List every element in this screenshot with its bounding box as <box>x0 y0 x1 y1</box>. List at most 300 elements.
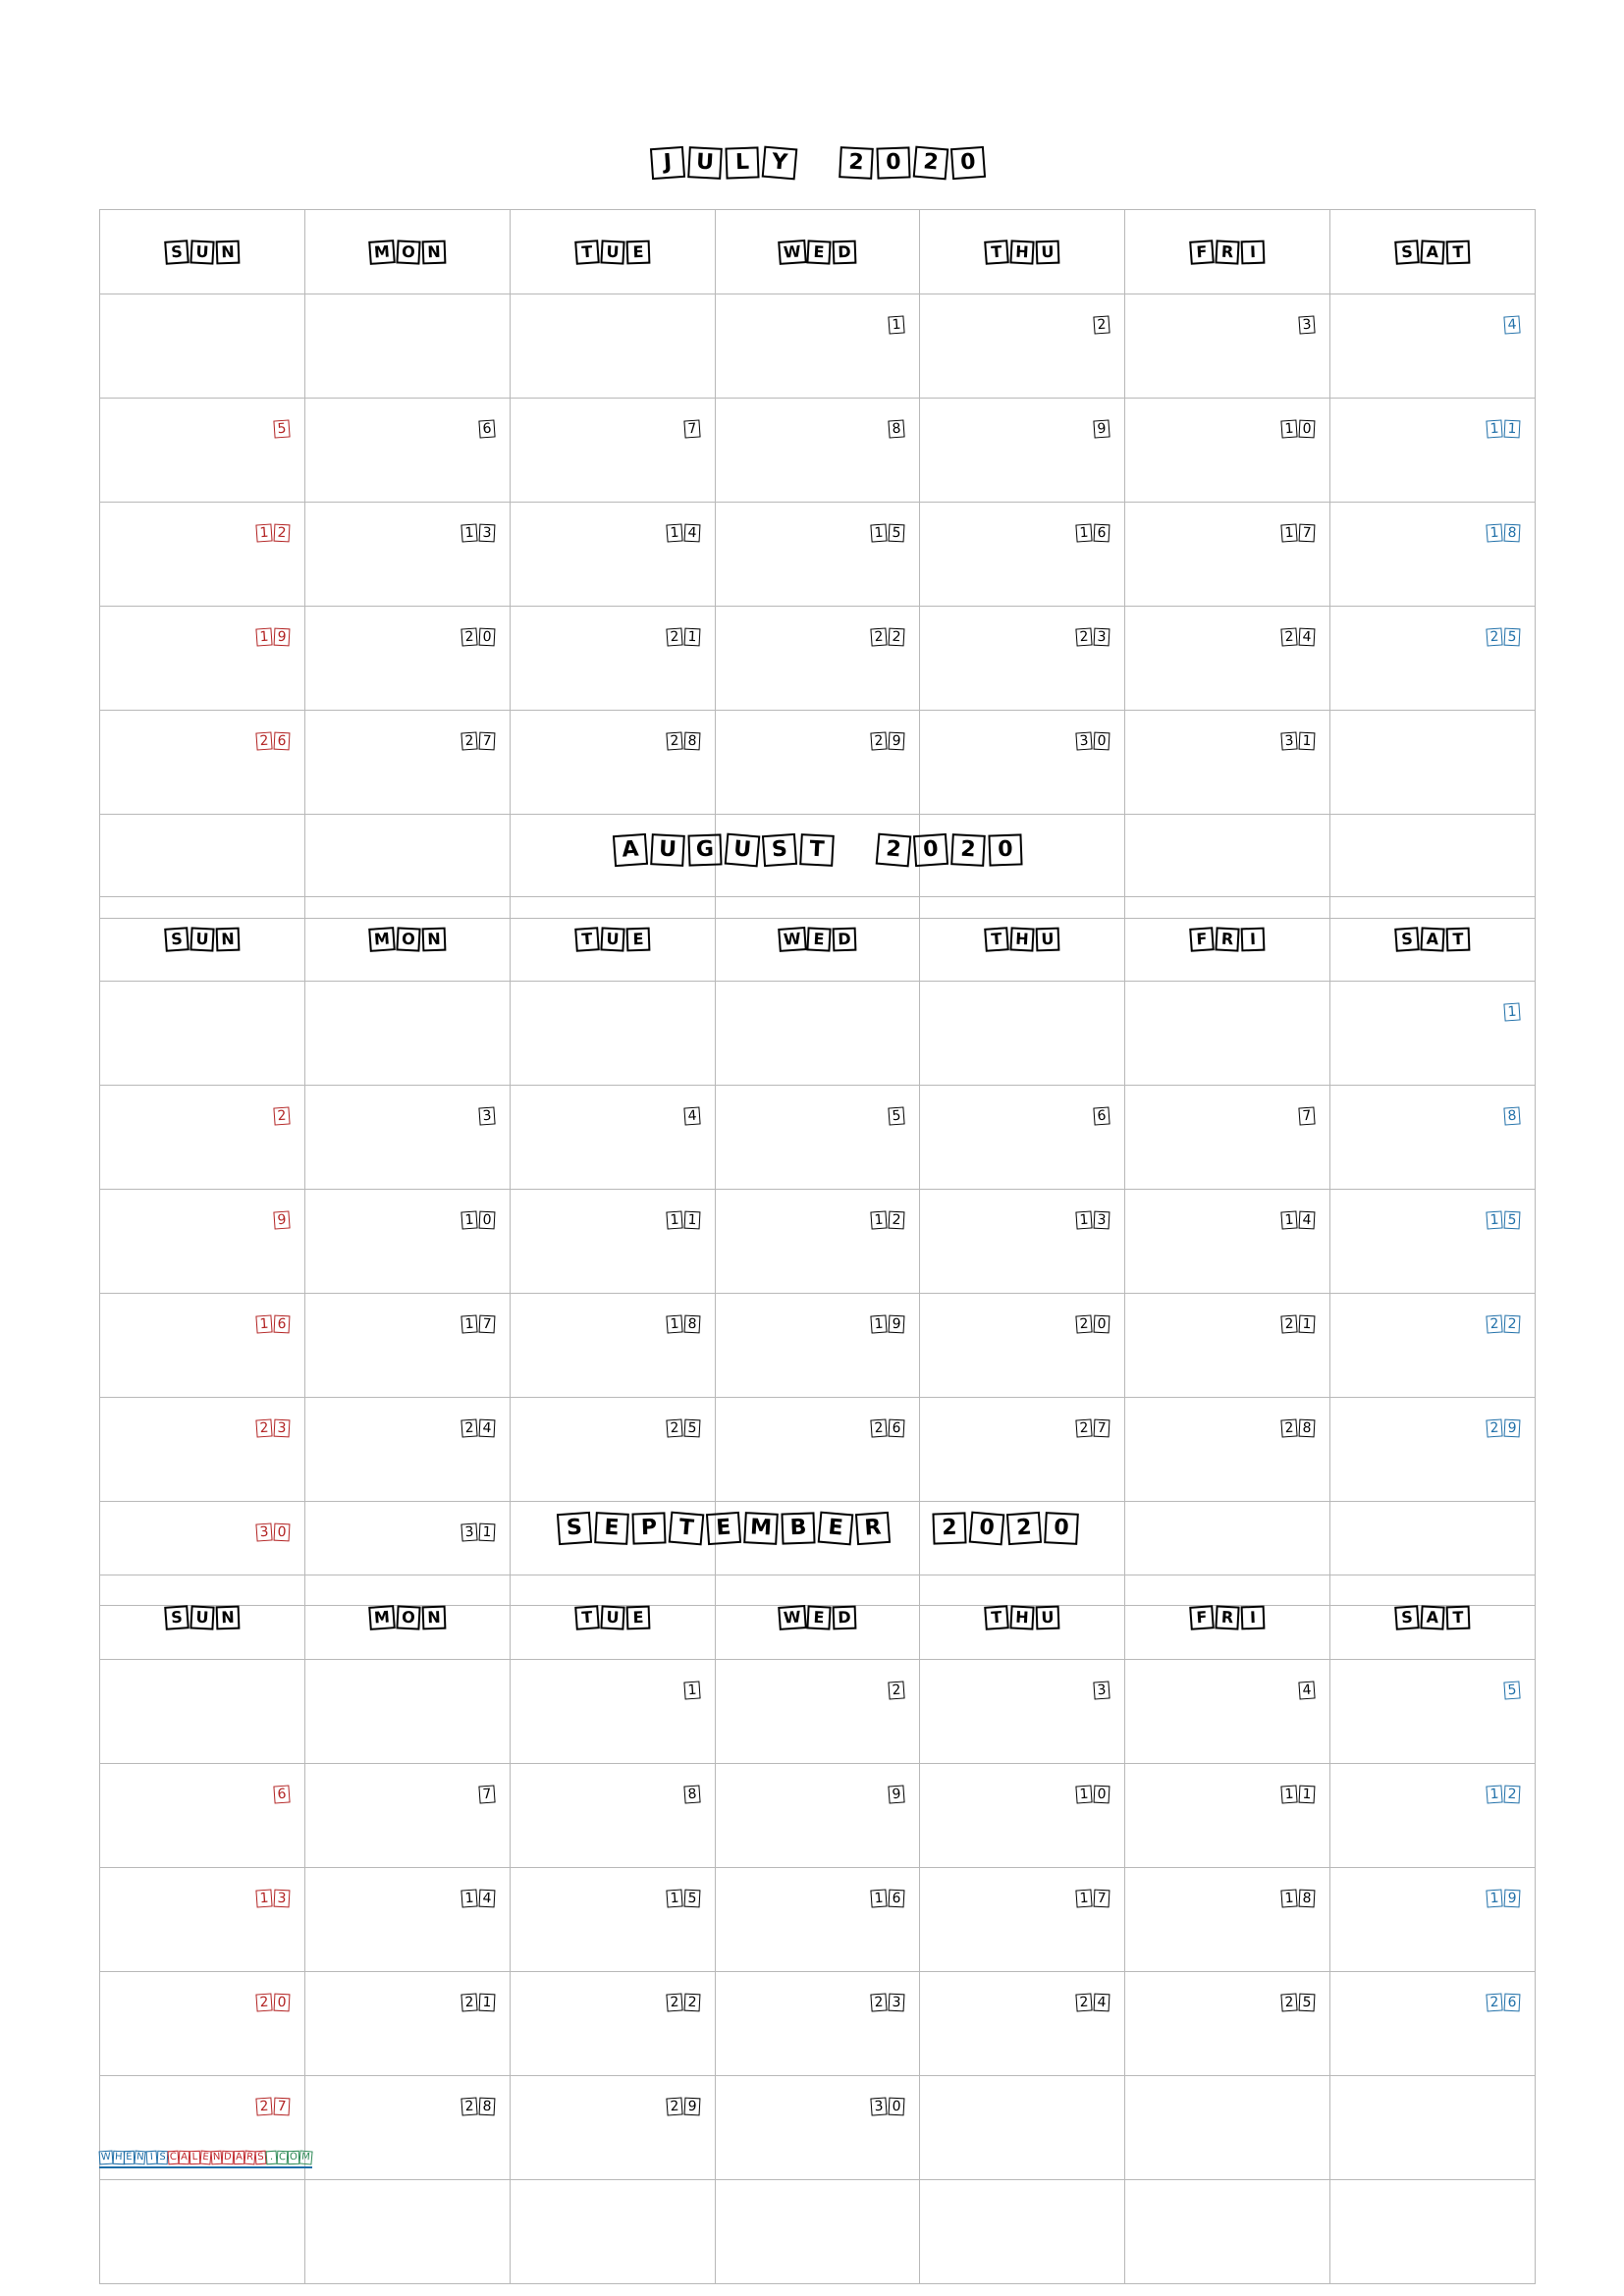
month-title <box>99 1481 1536 1575</box>
letter-tile: 4 <box>1299 1211 1316 1230</box>
letter-tile: A <box>1420 240 1444 264</box>
day-cell <box>715 1868 920 1972</box>
day-cell <box>920 1190 1125 1294</box>
letter-tile: 3 <box>1298 315 1315 334</box>
week-row <box>100 2180 1536 2284</box>
letter-tile: E <box>124 2151 135 2164</box>
letter-tile: 1 <box>889 315 905 334</box>
day-cell <box>1125 1086 1330 1190</box>
letter-tile: 5 <box>1299 1994 1316 2012</box>
day-cell <box>304 1190 510 1294</box>
letter-tile: 2 <box>1280 627 1297 646</box>
letter-tile: 1 <box>460 1314 477 1333</box>
day-cell <box>100 982 305 1086</box>
letter-tile: 8 <box>683 732 700 751</box>
letter-tile: 2 <box>889 1681 905 1699</box>
letter-tile: N <box>216 927 241 951</box>
letter-tile <box>800 149 836 177</box>
week-row <box>100 1764 1536 1868</box>
day-cell <box>100 607 305 711</box>
weekday-wed <box>715 210 920 294</box>
letter-tile: 2 <box>460 627 477 646</box>
site-link-part-c <box>266 2145 312 2164</box>
day-cell <box>1125 982 1330 1086</box>
week-row <box>100 982 1536 1086</box>
letter-tile: 7 <box>478 732 495 751</box>
letter-tile: R <box>1216 1605 1240 1629</box>
letter-tile: 5 <box>683 1890 700 1908</box>
letter-tile: H <box>113 2151 125 2165</box>
day-cell <box>1330 1972 1536 2076</box>
letter-tile: 6 <box>273 1785 290 1803</box>
letter-tile: 3 <box>273 1890 290 1908</box>
letter-tile: 8 <box>889 419 905 438</box>
letter-tile: 1 <box>1504 420 1521 439</box>
day-cell <box>100 1868 305 1972</box>
letter-tile: 2 <box>460 731 477 750</box>
letter-tile: 4 <box>1503 315 1520 334</box>
letter-tile: 3 <box>1076 731 1093 750</box>
letter-tile: 0 <box>889 2098 905 2116</box>
letter-tile: 7 <box>1094 1419 1110 1438</box>
letter-tile: U <box>1036 1605 1060 1629</box>
day-cell <box>715 503 920 607</box>
letter-tile: M <box>368 927 396 952</box>
letter-tile: 0 <box>273 1523 290 1542</box>
weekday-mon <box>304 1575 510 1660</box>
letter-tile: 9 <box>889 1785 905 1803</box>
day-cell <box>1330 982 1536 1086</box>
day-cell <box>1125 711 1330 815</box>
letter-tile: 2 <box>871 731 888 750</box>
letter-tile: T <box>574 240 600 265</box>
letter-tile: 2 <box>871 1418 888 1437</box>
letter-tile: 1 <box>871 1314 888 1333</box>
letter-tile: C <box>277 2151 289 2165</box>
letter-tile: 2 <box>1094 315 1110 334</box>
day-cell <box>715 1294 920 1398</box>
letter-tile: 2 <box>1486 627 1502 646</box>
day-cell <box>304 1764 510 1868</box>
day-cell <box>1330 1660 1536 1764</box>
letter-tile <box>838 836 873 864</box>
letter-tile: 2 <box>273 1106 290 1125</box>
letter-tile: 7 <box>273 2098 290 2116</box>
day-cell <box>304 503 510 607</box>
letter-tile: 6 <box>1094 1106 1110 1125</box>
day-cell <box>510 1868 715 1972</box>
letter-tile: I <box>145 2151 157 2165</box>
weekday-tue <box>510 1575 715 1660</box>
letter-tile: U <box>189 927 214 951</box>
letter-tile: 2 <box>875 832 911 867</box>
letter-tile: F <box>1189 927 1215 952</box>
letter-tile: 1 <box>1503 1002 1520 1021</box>
day-cell <box>510 1294 715 1398</box>
day-cell <box>715 399 920 503</box>
letter-tile: R <box>1216 927 1240 951</box>
day-cell <box>1125 1868 1330 1972</box>
day-cell <box>920 982 1125 1086</box>
letter-tile: 2 <box>912 145 948 180</box>
letter-tile: 1 <box>1280 523 1297 542</box>
letter-tile: 1 <box>871 1889 888 1907</box>
letter-tile: 1 <box>460 523 477 542</box>
letter-tile: E <box>817 1511 853 1545</box>
letter-tile: 0 <box>273 1994 290 2012</box>
letter-tile: 4 <box>478 1419 495 1438</box>
letter-tile: M <box>368 240 396 265</box>
letter-tile: 1 <box>666 1889 682 1907</box>
week-row <box>100 607 1536 711</box>
letter-tile: A <box>612 832 647 866</box>
letter-tile: 2 <box>1280 1314 1297 1333</box>
letter-tile: 1 <box>683 628 700 647</box>
letter-tile: T <box>668 1511 704 1545</box>
letter-tile: 1 <box>666 523 682 542</box>
letter-tile: L <box>725 146 759 179</box>
letter-tile: 0 <box>478 628 495 647</box>
letter-tile: 2 <box>871 627 888 646</box>
letter-tile: 2 <box>666 627 682 646</box>
day-cell <box>1330 2180 1536 2284</box>
letter-tile: G <box>687 833 722 866</box>
letter-tile: 9 <box>273 1210 290 1229</box>
letter-tile: 1 <box>1076 523 1093 542</box>
letter-tile: 2 <box>839 146 874 180</box>
letter-tile: 0 <box>988 833 1022 866</box>
letter-tile: D <box>833 1605 857 1629</box>
letter-tile: 9 <box>1504 1419 1521 1438</box>
letter-tile: 1 <box>1280 419 1297 438</box>
letter-tile: 1 <box>1299 1786 1316 1804</box>
week-row <box>100 399 1536 503</box>
day-cell <box>1125 2180 1330 2284</box>
day-cell <box>100 503 305 607</box>
day-cell <box>715 1660 920 1764</box>
letter-tile: 2 <box>255 731 272 750</box>
letter-tile: T <box>1446 240 1471 264</box>
month-title-text <box>649 147 987 179</box>
letter-tile: U <box>650 833 685 867</box>
day-cell <box>715 2180 920 2284</box>
month-title-text <box>612 834 1024 866</box>
calendar-grid <box>99 1575 1536 2284</box>
day-cell <box>920 1868 1125 1972</box>
letter-tile: 5 <box>889 1106 905 1125</box>
day-cell <box>1330 711 1536 815</box>
day-cell <box>510 711 715 815</box>
day-cell <box>100 1764 305 1868</box>
day-cell <box>920 1972 1125 2076</box>
letter-tile: 7 <box>478 1785 495 1803</box>
letter-tile: 2 <box>460 1418 477 1437</box>
letter-tile: 0 <box>876 146 910 179</box>
letter-tile: 3 <box>1280 731 1297 750</box>
letter-tile: E <box>807 927 832 951</box>
letter-tile: 6 <box>1094 524 1110 543</box>
day-cell <box>510 1086 715 1190</box>
letter-tile: B <box>781 1512 815 1544</box>
day-cell <box>920 607 1125 711</box>
day-cell <box>1125 1294 1330 1398</box>
weekday-thu <box>920 897 1125 982</box>
letter-tile: I <box>1241 927 1266 951</box>
day-cell <box>1125 1190 1330 1294</box>
letter-tile: N <box>421 240 446 264</box>
day-cell <box>304 982 510 1086</box>
letter-tile: 8 <box>683 1785 700 1803</box>
letter-tile: 1 <box>255 1314 272 1333</box>
letter-tile: 0 <box>949 145 985 179</box>
letter-tile: 0 <box>912 832 947 866</box>
letter-tile: U <box>1036 927 1060 951</box>
day-cell <box>920 294 1125 399</box>
letter-tile: 1 <box>666 1210 682 1229</box>
letter-tile: 1 <box>683 1681 700 1699</box>
letter-tile: R <box>854 1511 890 1544</box>
letter-tile: 7 <box>1298 1106 1315 1125</box>
letter-tile: 2 <box>666 1993 682 2011</box>
day-cell <box>1125 2076 1330 2180</box>
letter-tile: 1 <box>460 1210 477 1229</box>
letter-tile: 3 <box>478 524 495 543</box>
day-cell <box>510 2076 715 2180</box>
letter-tile: J <box>649 145 684 179</box>
letter-tile: 8 <box>1504 524 1521 543</box>
weekday-header-row <box>100 897 1536 982</box>
letter-tile: 1 <box>478 1994 495 2012</box>
letter-tile: S <box>761 832 796 866</box>
week-row <box>100 1086 1536 1190</box>
month-title-text <box>556 1513 1080 1544</box>
day-cell <box>304 1086 510 1190</box>
day-cell <box>1125 1660 1330 1764</box>
day-cell <box>920 399 1125 503</box>
letter-tile: O <box>396 1605 420 1629</box>
letter-tile: O <box>396 927 420 951</box>
day-cell <box>510 399 715 503</box>
weekday-fri <box>1125 210 1330 294</box>
letter-tile: O <box>288 2151 299 2164</box>
letter-tile: D <box>833 240 857 264</box>
letter-tile: C <box>167 2151 179 2165</box>
letter-tile: A <box>1420 1605 1444 1629</box>
weekday-thu <box>920 210 1125 294</box>
day-cell <box>1125 399 1330 503</box>
letter-tile: H <box>1010 927 1035 951</box>
day-cell <box>1330 1294 1536 1398</box>
letter-tile: E <box>705 1511 740 1544</box>
day-cell <box>715 1190 920 1294</box>
letter-tile: 1 <box>1299 732 1316 751</box>
day-cell <box>100 1086 305 1190</box>
day-cell <box>920 503 1125 607</box>
day-cell <box>920 2180 1125 2284</box>
weekday-tue <box>510 897 715 982</box>
month-july <box>99 116 1536 919</box>
letter-tile: 2 <box>1504 1315 1521 1334</box>
letter-tile: 1 <box>460 1889 477 1907</box>
day-cell <box>1330 1086 1536 1190</box>
letter-tile: H <box>1010 240 1035 264</box>
week-row <box>100 711 1536 815</box>
week-row <box>100 1190 1536 1294</box>
letter-tile: 6 <box>273 1315 290 1334</box>
letter-tile: 2 <box>1504 1786 1521 1804</box>
letter-tile: 5 <box>683 1419 700 1438</box>
letter-tile: 3 <box>460 1522 477 1541</box>
letter-tile: 3 <box>1094 1681 1110 1699</box>
letter-tile: E <box>625 240 650 264</box>
letter-tile: W <box>778 927 806 952</box>
weekday-sun <box>100 1575 305 1660</box>
letter-tile: N <box>216 1605 241 1629</box>
letter-tile: 7 <box>1094 1890 1110 1908</box>
letter-tile: S <box>164 240 189 265</box>
day-cell <box>1330 1868 1536 1972</box>
letter-tile: 2 <box>1280 1418 1297 1437</box>
weekday-tue <box>510 210 715 294</box>
letter-tile: 1 <box>1076 1785 1093 1803</box>
letter-tile: S <box>157 2151 169 2165</box>
day-cell <box>304 399 510 503</box>
letter-tile: 2 <box>255 1993 272 2011</box>
letter-tile: E <box>625 1605 650 1629</box>
letter-tile: S <box>1394 927 1420 952</box>
letter-tile: 5 <box>889 524 905 543</box>
day-cell <box>1330 1190 1536 1294</box>
letter-tile: R <box>1216 240 1240 264</box>
day-cell <box>1330 2076 1536 2180</box>
letter-tile: M <box>743 1512 779 1545</box>
letter-tile: S <box>556 1511 591 1544</box>
letter-tile: 8 <box>683 1315 700 1334</box>
letter-tile: T <box>1446 1605 1471 1629</box>
letter-tile: S <box>1394 240 1420 265</box>
weekday-header-row <box>100 210 1536 294</box>
day-cell <box>1330 294 1536 399</box>
letter-tile: W <box>99 2151 114 2165</box>
letter-tile: 0 <box>478 1211 495 1230</box>
day-cell <box>715 1972 920 2076</box>
day-cell <box>715 982 920 1086</box>
day-cell <box>304 711 510 815</box>
letter-tile: U <box>687 146 723 180</box>
letter-tile: 2 <box>683 1994 700 2012</box>
day-cell <box>920 2076 1125 2180</box>
day-cell <box>100 294 305 399</box>
letter-tile: 8 <box>1503 1106 1520 1125</box>
letter-tile: 0 <box>1094 1786 1110 1804</box>
letter-tile: 3 <box>1094 1211 1110 1230</box>
letter-tile: T <box>984 1605 1009 1630</box>
letter-tile: N <box>216 240 241 264</box>
letter-tile: 6 <box>1504 1994 1521 2012</box>
day-cell <box>510 1764 715 1868</box>
week-row <box>100 1294 1536 1398</box>
letter-tile: O <box>396 240 420 264</box>
weekday-sat <box>1330 1575 1536 1660</box>
day-cell <box>304 2076 510 2180</box>
letter-tile: U <box>189 1605 214 1629</box>
day-cell <box>920 711 1125 815</box>
letter-tile: 6 <box>889 1890 905 1908</box>
letter-tile: 2 <box>1076 1314 1093 1333</box>
letter-tile: 2 <box>932 1512 966 1544</box>
letter-tile: E <box>625 927 650 951</box>
letter-tile: 1 <box>255 523 272 542</box>
letter-tile: U <box>600 927 624 951</box>
letter-tile: 7 <box>1299 524 1316 543</box>
day-cell <box>715 1086 920 1190</box>
day-cell <box>100 1660 305 1764</box>
site-link[interactable] <box>99 2145 312 2168</box>
letter-tile: T <box>984 240 1009 265</box>
letter-tile: 4 <box>683 524 700 543</box>
letter-tile: E <box>199 2151 211 2165</box>
letter-tile: 9 <box>889 1315 905 1334</box>
day-cell <box>920 1660 1125 1764</box>
day-cell <box>1125 607 1330 711</box>
letter-tile: 2 <box>889 628 905 647</box>
letter-tile: P <box>631 1512 666 1544</box>
day-cell <box>510 2180 715 2284</box>
weekday-header-row <box>100 1575 1536 1660</box>
letter-tile: 4 <box>683 1106 700 1125</box>
letter-tile: 1 <box>255 1889 272 1907</box>
letter-tile: H <box>1010 1605 1035 1629</box>
day-cell <box>715 2076 920 2180</box>
site-link-part-b <box>168 2145 266 2164</box>
letter-tile: 2 <box>1486 1418 1502 1437</box>
week-row <box>100 2076 1536 2180</box>
letter-tile: W <box>778 1605 806 1630</box>
letter-tile: N <box>210 2151 222 2165</box>
letter-tile: 0 <box>1094 732 1110 751</box>
letter-tile: 1 <box>1280 1210 1297 1229</box>
day-cell <box>1330 1764 1536 1868</box>
letter-tile: 1 <box>1299 1315 1316 1334</box>
letter-tile: 2 <box>950 833 986 867</box>
day-cell <box>510 982 715 1086</box>
letter-tile: 1 <box>1486 419 1502 438</box>
letter-tile: 0 <box>1094 1315 1110 1334</box>
letter-tile: N <box>421 927 446 951</box>
day-cell <box>715 607 920 711</box>
day-cell <box>715 1764 920 1868</box>
letter-tile: 8 <box>1299 1419 1316 1438</box>
month-title <box>99 803 1536 896</box>
week-row <box>100 294 1536 399</box>
letter-tile: T <box>1446 927 1471 951</box>
week-row <box>100 1660 1536 1764</box>
letter-tile: 7 <box>683 419 700 438</box>
letter-tile: 1 <box>1076 1889 1093 1907</box>
letter-tile: 2 <box>1486 1314 1502 1333</box>
letter-tile: 1 <box>666 1314 682 1333</box>
weekday-fri <box>1125 897 1330 982</box>
letter-tile: 2 <box>1486 1993 1502 2011</box>
letter-tile: U <box>1036 240 1060 264</box>
letter-tile: 1 <box>1486 1210 1502 1229</box>
letter-tile: I <box>1241 1605 1266 1629</box>
letter-tile: 1 <box>255 627 272 646</box>
day-cell <box>304 1972 510 2076</box>
letter-tile: 3 <box>478 1106 495 1125</box>
day-cell <box>100 2180 305 2284</box>
letter-tile: 1 <box>1280 1785 1297 1803</box>
